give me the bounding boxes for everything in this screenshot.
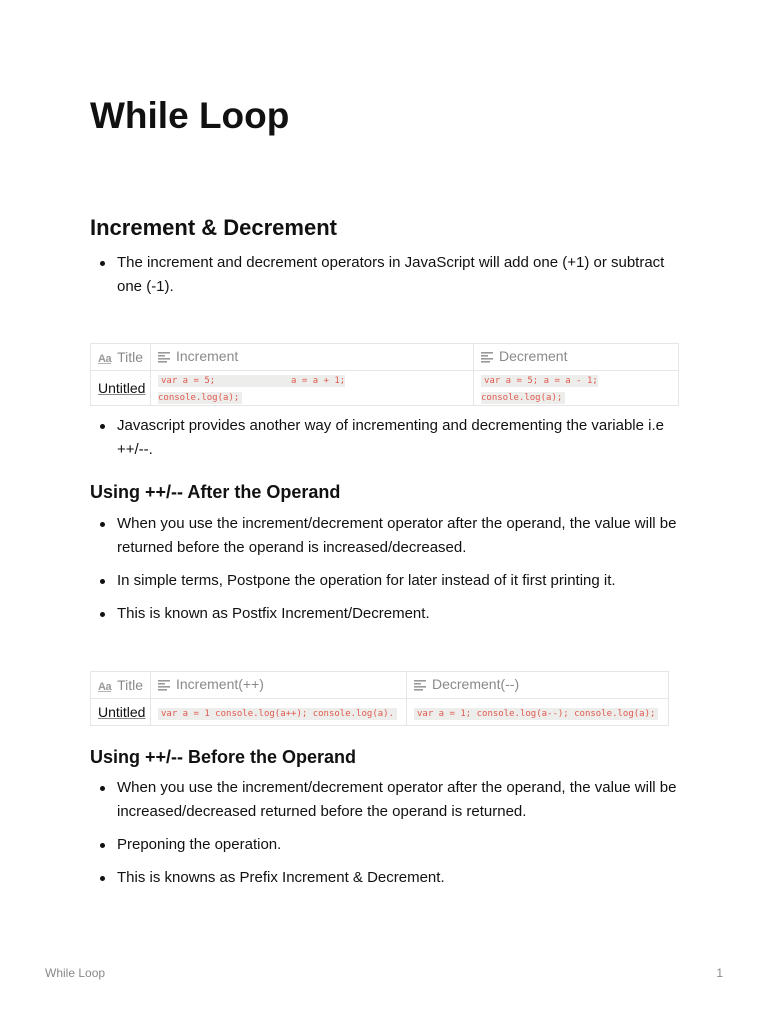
code-snippet: var a = 1 console.log(a++); console.log(a). xyxy=(158,708,397,720)
section2-bullet-list xyxy=(90,512,680,635)
column-header-title[interactable]: Aa Title xyxy=(91,672,151,699)
section-heading-after-operand: Using ++/-- After the Operand xyxy=(90,482,341,502)
text-lines-icon xyxy=(158,678,171,694)
after-table1-bullet-list xyxy=(90,414,680,471)
text-property-icon: Aa xyxy=(98,681,112,693)
column-header-decrement[interactable]: Decrement(--) xyxy=(407,672,669,699)
section1-bullet-list xyxy=(90,251,680,308)
table-row[interactable] xyxy=(91,699,669,726)
table-header-row xyxy=(91,672,669,699)
list-item: Preponing the operation. xyxy=(90,833,680,857)
text-lines-icon xyxy=(414,678,427,694)
table-row[interactable] xyxy=(91,371,679,406)
text-property-icon: Aa xyxy=(98,353,112,365)
increment-code-cell[interactable] xyxy=(151,699,407,726)
section-heading-before-operand: Using ++/-- Before the Operand xyxy=(90,747,357,767)
list-item: Javascript provides another way of incrementing and decrementing the variable i.e ++/--. xyxy=(90,414,680,462)
decrement-code-cell[interactable] xyxy=(474,371,679,406)
increment-code-cell[interactable] xyxy=(151,371,474,406)
code-snippet: var a = 5; a = a + 1; console.log(a); xyxy=(158,376,346,403)
code-snippet: var a = 1; console.log(a--); console.log(a); xyxy=(414,708,658,720)
column-header-title[interactable]: Aa Title xyxy=(91,344,151,371)
column-header-increment[interactable]: Increment xyxy=(151,344,474,371)
footer-page-number: 1 xyxy=(716,966,723,980)
increment-decrement-operator-table xyxy=(90,671,669,726)
row-title[interactable]: Untitled xyxy=(98,380,146,396)
increment-decrement-table xyxy=(90,343,679,406)
column-header-decrement[interactable]: Decrement xyxy=(474,344,679,371)
page-title: While Loop xyxy=(90,95,290,136)
row-title-cell[interactable] xyxy=(91,699,151,726)
footer-document-title: While Loop xyxy=(45,966,106,980)
row-title[interactable]: Untitled xyxy=(98,704,146,720)
list-item: This is known as Postfix Increment/Decrement. xyxy=(90,602,680,626)
list-item: When you use the increment/decrement operator after the operand, the value will be increased/decreased returned before the operand is returned. xyxy=(90,776,680,824)
section-heading-increment-decrement: Increment & Decrement xyxy=(90,215,337,240)
list-item: When you use the increment/decrement operator after the operand, the value will be returned before the operand is increased/decreased. xyxy=(90,512,680,560)
code-snippet: var a = 5; a = a - 1; console.log(a); xyxy=(481,376,598,403)
text-lines-icon xyxy=(158,350,171,366)
decrement-code-cell[interactable] xyxy=(407,699,669,726)
table-header-row xyxy=(91,344,679,371)
list-item: The increment and decrement operators in JavaScript will add one (+1) or subtract one (-1). xyxy=(90,251,680,299)
text-lines-icon xyxy=(481,350,494,366)
section3-bullet-list xyxy=(90,776,680,899)
list-item: In simple terms, Postpone the operation for later instead of it first printing it. xyxy=(90,569,680,593)
list-item: This is knowns as Prefix Increment & Decrement. xyxy=(90,866,680,890)
column-header-increment[interactable]: Increment(++) xyxy=(151,672,407,699)
row-title-cell[interactable] xyxy=(91,371,151,406)
